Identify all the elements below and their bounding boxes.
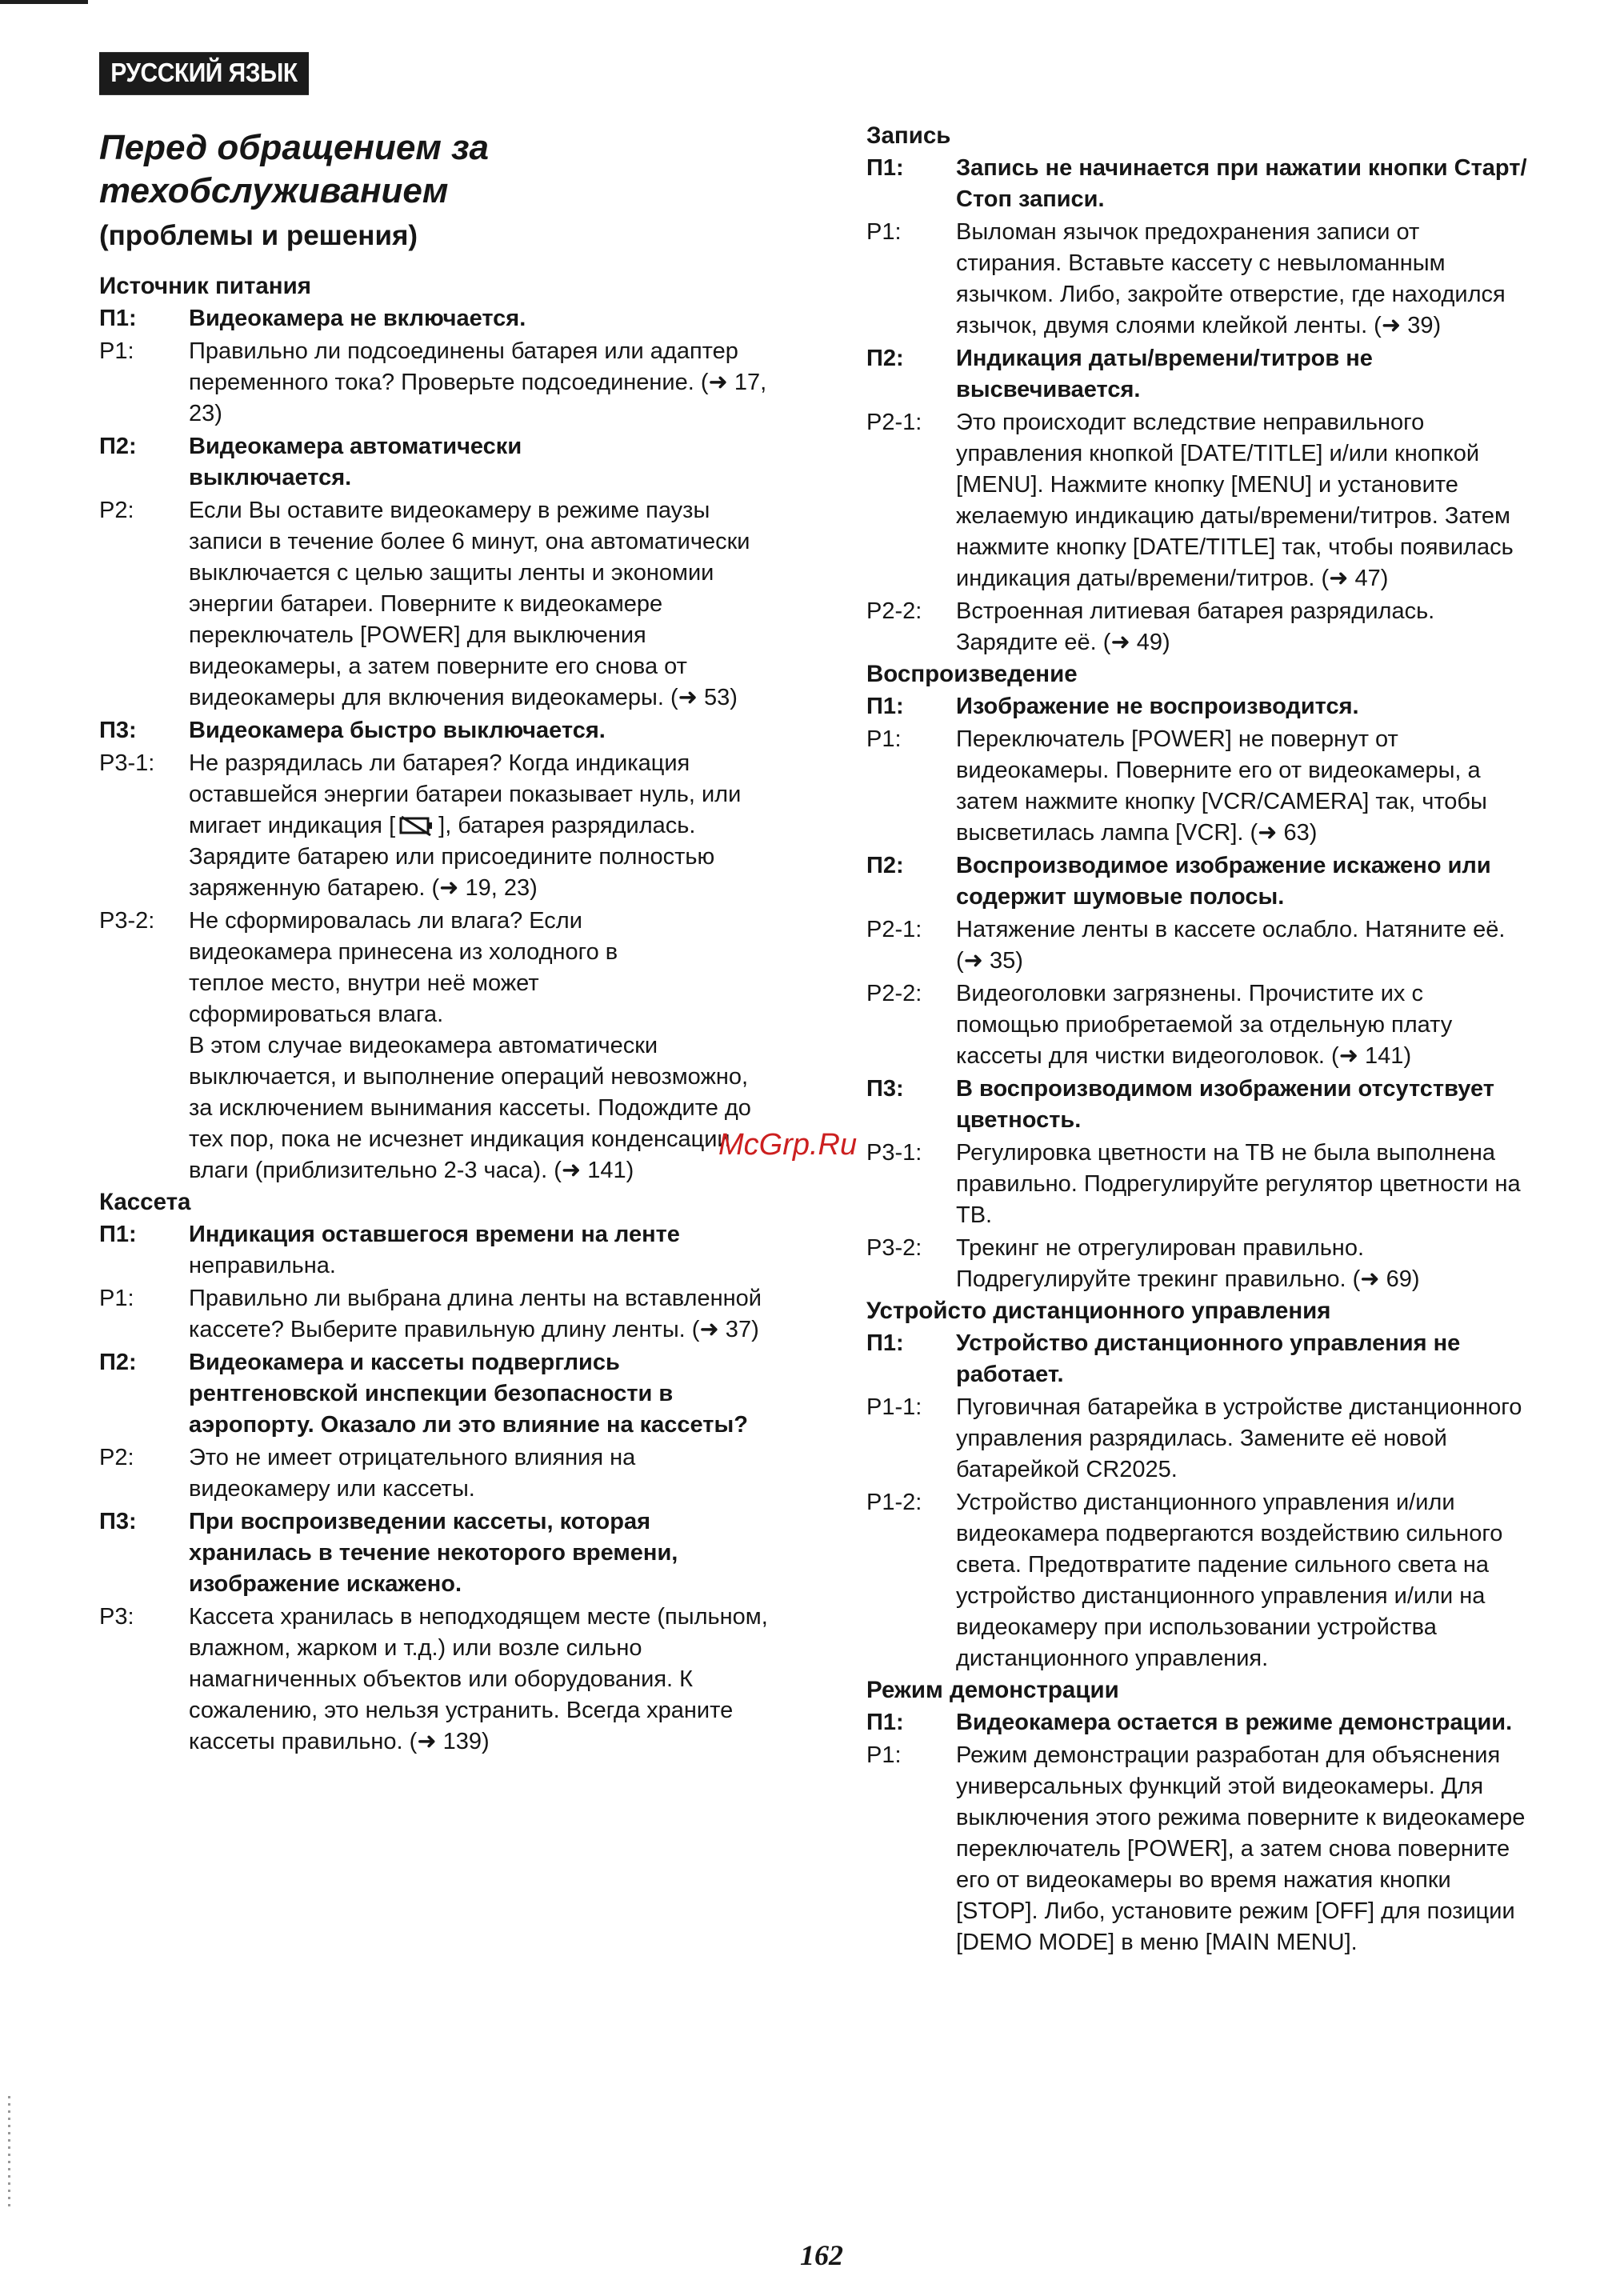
- answer-entry: [866, 978, 1530, 1072]
- entry-label: Р3-1:: [99, 750, 155, 776]
- entry-text: Регулировка цветности на ТВ не была выполнена правильно. Подрегулируйте регулятор цветности на ТВ.: [956, 1140, 1521, 1228]
- entry-label: Р1:: [866, 726, 902, 752]
- entry-label: Р1:: [99, 1286, 134, 1311]
- entry-text: Индикация даты/времени/титров не высвечивается.: [956, 346, 1373, 402]
- answer-entry: [99, 1602, 773, 1758]
- answer-entry: [866, 596, 1530, 658]
- question-entry: [866, 691, 1530, 722]
- entry-text: Трекинг не отрегулирован правильно. Подрегулируйте трекинг правильно. (➜ 69): [956, 1235, 1420, 1292]
- scan-edge-marks: [8, 2096, 10, 2208]
- answer-entry: [99, 1283, 773, 1346]
- empty-battery-icon: [398, 814, 435, 838]
- answer-entry: [866, 1138, 1530, 1231]
- entry-text-part: Не сформировалась ли влага? Если видеокамера принесена из холодного в теплое место, внутри неё может сформироваться влага.: [189, 908, 618, 1027]
- entry-text: В воспроизводимом изображении отсутствует цветность.: [956, 1076, 1494, 1133]
- entry-text: Устройство дистанционного управления не работает.: [956, 1330, 1461, 1387]
- entry-label: П1:: [866, 1710, 904, 1735]
- entry-label: Р2-2:: [866, 598, 922, 624]
- entry-label: Р1:: [866, 219, 902, 245]
- entry-text-part: В этом случае видеокамера автоматически выключается, и выполнение операций невозможно, за исключением вынимания кассеты. Подождите до тех пор, пока не исчезнет индикация конденсации влаги (приблизительно 2-3 часа). (➜ 141): [189, 1033, 751, 1183]
- answer-entry: [866, 1487, 1530, 1674]
- question-entry: [866, 1328, 1530, 1390]
- entry-label: П3:: [866, 1076, 904, 1102]
- answer-entry: [866, 1233, 1530, 1295]
- entry-text: [189, 748, 773, 904]
- entry-label: П3:: [99, 718, 137, 743]
- question-entry: [99, 303, 773, 334]
- entry-label: П2:: [866, 346, 904, 371]
- entry-label: Р1-2:: [866, 1490, 922, 1515]
- entry-text: Выломан язычок предохранения записи от стирания. Вставьте кассету с невыломанным язычком. Либо, закройте отверстие, где находился язычок, двумя слоями клейкой ленты. (➜ 39): [956, 219, 1506, 338]
- entry-label: Р2-1:: [866, 410, 922, 435]
- entry-text-part: Индикация оставшегося времени на ленте: [189, 1222, 680, 1247]
- entry-label: Р3-2:: [866, 1235, 922, 1261]
- question-entry: [99, 1506, 773, 1600]
- question-entry: [99, 1219, 773, 1282]
- entry-text: Правильно ли подсоединены батарея или адаптер переменного тока? Проверьте подсоединение. (➜ 17, 23): [189, 338, 767, 426]
- entry-text: Видеокамера автоматически выключается.: [189, 434, 522, 490]
- page-number: 162: [800, 2239, 843, 2271]
- entry-text: Режим демонстрации разработан для объяснения универсальных функций этой видеокамеры. Для выключения этого режима поверните к видеокамере переключатель [POWER], а затем снова поверните его от видеокамеры во время нажатия кнопки [STOP]. Либо, установите режим [OFF] для позиции [DEMO MODE] в меню [MAIN MENU].: [956, 1742, 1526, 1955]
- answer-entry: [99, 906, 773, 1186]
- entry-text-part: неправильна.: [189, 1253, 336, 1278]
- entry-text: Запись не начинается при нажатии кнопки Старт/Стоп записи.: [956, 155, 1527, 212]
- entry-text: Устройство дистанционного управления и/или видеокамера подвергаются воздействию сильного света. Предотвратите падение сильного света на устройство дистанционного управления и/или на видеокамеру при использовании устройства дистанционного управления.: [956, 1490, 1503, 1671]
- entry-text: Пуговичная батарейка в устройстве дистанционного управления разрядилась. Замените её новой батарейкой CR2025.: [956, 1394, 1522, 1482]
- entry-label: Р3:: [99, 1604, 134, 1630]
- language-badge: РУССКИЙ ЯЗЫК: [99, 52, 309, 95]
- entry-text: Это происходит вследствие неправильного управления кнопкой [DATE/TITLE] и/или кнопкой [MENU]. Нажмите кнопку [MENU] и установите желаемую индикацию даты/времени/титров. Затем нажмите кнопку [DATE/TITLE] так, чтобы появилась индикация даты/времени/титров. (➜ 47): [956, 410, 1514, 591]
- question-entry: [866, 850, 1530, 913]
- entry-label: Р1:: [866, 1742, 902, 1768]
- question-entry: [866, 153, 1530, 215]
- entry-label: Р3-1:: [866, 1140, 922, 1166]
- entry-label: Р2-2:: [866, 981, 922, 1006]
- entry-label: П1:: [866, 694, 904, 719]
- entry-text: Кассета хранилась в неподходящем месте (пыльном, влажном, жарком и т.д.) или возле сильно намагниченных объектов или оборудования. К сожалению, это нельзя устранить. Всегда храните кассеты правильно. (➜ 139): [189, 1604, 768, 1754]
- page-subtitle: (проблемы и решения): [99, 220, 418, 251]
- entry-label: Р2:: [99, 1445, 134, 1470]
- entry-text: Воспроизводимое изображение искажено или содержит шумовые полосы.: [956, 853, 1491, 910]
- question-entry: [866, 343, 1530, 406]
- right-column: [866, 120, 1530, 1958]
- page-title: [99, 126, 755, 213]
- entry-text-part: Не разрядилась ли батарея? Когда индикация оставшейся энергии батареи показывает нуль, или мигает индикация [: [189, 750, 742, 838]
- section-heading-recording: Запись: [866, 122, 951, 149]
- entry-label: П2:: [866, 853, 904, 878]
- question-entry: [866, 1707, 1530, 1738]
- entry-text: Натяжение ленты в кассете ослабло. Натяните её. (➜ 35): [956, 917, 1506, 974]
- entry-label: П1:: [866, 1330, 904, 1356]
- section-heading-cassette: Кассета: [99, 1189, 191, 1215]
- entry-label: П1:: [99, 306, 137, 331]
- section-heading-power: Источник питания: [99, 273, 311, 299]
- entry-label: П2:: [99, 1350, 137, 1375]
- entry-text: Если Вы оставите видеокамеру в режиме паузы записи в течение более 6 минут, она автоматически выключается с целью защиты ленты и экономии энергии батареи. Поверните к видеокамере переключатель [POWER] для выключения видеокамеры, а затем поверните его снова от видеокамеры для включения видеокамеры. (➜ 53): [189, 498, 750, 710]
- entry-text: При воспроизведении кассеты, которая хранилась в течение некоторого времени, изображение искажено.: [189, 1509, 678, 1597]
- entry-text: Видеокамера не включается.: [189, 306, 526, 331]
- entry-label: П3:: [99, 1509, 137, 1534]
- entry-label: П2:: [99, 434, 137, 459]
- entry-text: Правильно ли выбрана длина ленты на вставленной кассете? Выберите правильную длину ленты. (➜ 37): [189, 1286, 762, 1342]
- entry-text-part: ], батарея разрядилась. Зарядите батарею или присоедините полностью заряженную батарею. (➜ 19, 23): [189, 813, 715, 901]
- question-entry: [99, 431, 773, 494]
- answer-entry: [866, 914, 1530, 977]
- answer-entry: [99, 336, 773, 430]
- answer-entry: [866, 217, 1530, 342]
- answer-entry: [866, 407, 1530, 594]
- entry-label: Р1:: [99, 338, 134, 364]
- top-edge-rule: [0, 0, 88, 4]
- entry-text: Изображение не воспроизводится.: [956, 694, 1359, 719]
- entry-label: Р3-2:: [99, 908, 155, 934]
- answer-entry: [99, 748, 773, 904]
- left-column: [99, 270, 773, 1758]
- section-heading-playback: Воспроизведение: [866, 661, 1078, 687]
- answer-entry: [866, 1740, 1530, 1958]
- section-heading-demo: Режим демонстрации: [866, 1677, 1119, 1703]
- entry-text: [189, 906, 773, 1186]
- entry-label: Р2:: [99, 498, 134, 523]
- entry-label: Р2-1:: [866, 917, 922, 942]
- answer-entry: [866, 724, 1530, 849]
- answer-entry: [99, 495, 773, 714]
- entry-label: П1:: [866, 155, 904, 181]
- title-line-2: техобслуживанием: [99, 171, 449, 210]
- question-entry: [866, 1074, 1530, 1136]
- entry-text: Переключатель [POWER] не повернут от видеокамеры. Поверните его от видеокамеры, а затем нажмите кнопку [VCR/CAMERA] так, чтобы высветилась лампа [VCR]. (➜ 63): [956, 726, 1487, 846]
- entry-text: Видеоголовки загрязнены. Прочистите их с помощью приобретаемой за отдельную плату кассеты для чистки видеоголовок. (➜ 141): [956, 981, 1453, 1069]
- entry-text: Видеокамера быстро выключается.: [189, 718, 606, 743]
- question-entry: [99, 715, 773, 746]
- entry-text: Это не имеет отрицательного влияния на видеокамеру или кассеты.: [189, 1445, 636, 1502]
- entry-text: Видеокамера остается в режиме демонстрации.: [956, 1710, 1513, 1735]
- question-entry: [99, 1347, 773, 1441]
- section-heading-remote: Устройсто дистанционного управления: [866, 1298, 1331, 1324]
- answer-entry: [99, 1442, 773, 1505]
- entry-text: [189, 1219, 773, 1282]
- title-line-1: Перед обращением за: [99, 128, 490, 167]
- entry-label: П1:: [99, 1222, 137, 1247]
- entry-text: Встроенная литиевая батарея разрядилась. Зарядите её. (➜ 49): [956, 598, 1435, 655]
- entry-label: Р1-1:: [866, 1394, 922, 1420]
- watermark: McGrp.Ru: [718, 1128, 858, 1162]
- entry-text: Видеокамера и кассеты подверглись рентгеновской инспекции безопасности в аэропорту. Оказало ли это влияние на кассеты?: [189, 1350, 748, 1438]
- answer-entry: [866, 1392, 1530, 1486]
